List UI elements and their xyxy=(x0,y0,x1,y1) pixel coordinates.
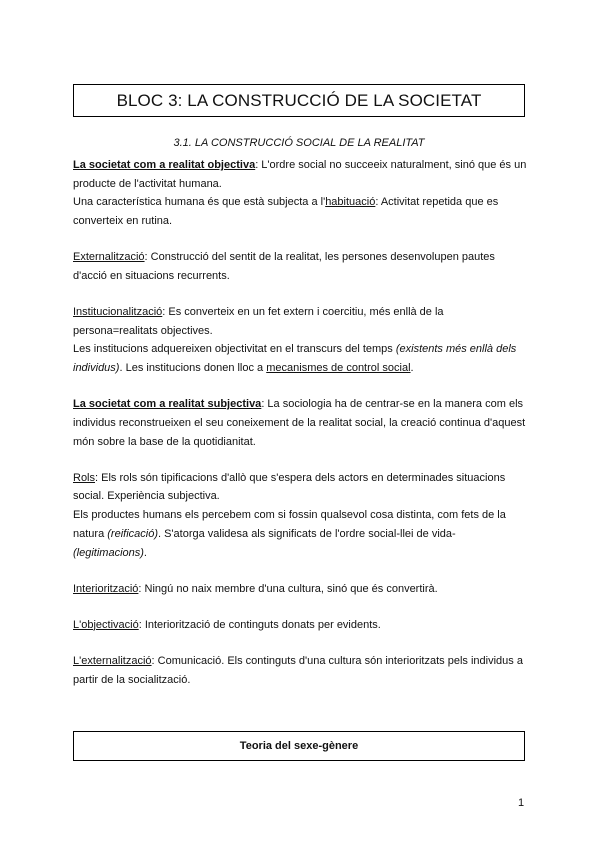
paragraph-human-products xyxy=(73,506,531,562)
section-heading: Teoria del sexe-gènere xyxy=(239,740,359,752)
text-roles: : Els rols són tipificacions d'allò que s'espera dels actors en determinades situacions social. Experiència subjectiva. xyxy=(73,471,506,503)
paragraph-institutionalization xyxy=(73,303,531,340)
text-legitimations: (legitimacions) xyxy=(73,546,144,559)
text-objective-reality: : L'ordre social no succeeix naturalment, sinó que és un producte de l'activitat humana. xyxy=(73,159,527,190)
text-products-post: . xyxy=(143,546,147,559)
text-objectivation: : Interiorització de continguts donats per evidents. xyxy=(138,618,381,631)
text-institutions-mid: . Les institucions donen lloc a xyxy=(119,362,267,375)
page-number: 1 xyxy=(518,797,525,809)
text-reification: (reificació) xyxy=(107,527,158,540)
paragraph-subjective-reality xyxy=(73,395,531,451)
term-externalization-communication: L'externalització xyxy=(73,654,152,667)
term-objectivation: L'objectivació xyxy=(73,618,139,631)
text-products-mid: . S'atorga validesa als significats de l'ordre social-llei de vida- xyxy=(157,527,456,540)
text-institutions-post: . xyxy=(410,362,414,375)
term-internalization: Interiorització xyxy=(73,582,139,595)
text-institutions-italic: (existents més enllà dels individus) xyxy=(73,343,517,375)
paragraph-roles xyxy=(73,469,531,506)
term-institutionalization: Institucionalització xyxy=(73,306,163,318)
term-objective-reality: La societat com a realitat objectiva xyxy=(73,159,256,171)
section-subtitle: 3.1. LA CONSTRUCCIÓ SOCIAL DE LA REALITAT xyxy=(173,137,425,149)
text-institutions-pre: Les institucions adquereixen objectivitat en el transcurs del temps xyxy=(73,343,396,356)
text-internalization: : Ningú no naix membre d'una cultura, sinó que és convertirà. xyxy=(138,582,438,595)
text-habituation-pre: Una característica humana és que està subjecta a l' xyxy=(73,196,326,209)
term-externalization: Externalització xyxy=(73,251,145,264)
section-heading-box xyxy=(73,731,525,761)
term-roles: Rols xyxy=(73,471,96,484)
text-products-pre: Els productes humans els percebem com si fossin qualsevol cosa distinta, com fets de la natura xyxy=(73,509,506,540)
paragraph-objectivation xyxy=(73,616,531,635)
paragraph-externalization xyxy=(73,248,531,285)
term-habituation: habituació xyxy=(325,196,376,209)
term-social-control: mecanismes de control social xyxy=(266,362,411,375)
paragraph-objective-reality xyxy=(73,156,531,193)
paragraph-internalization xyxy=(73,580,531,599)
paragraph-habituation xyxy=(73,193,531,230)
paragraph-externalization-communication xyxy=(73,652,531,689)
text-subjective-reality: : La sociologia ha de centrar-se en la manera com els individus reconstrueixen el seu coneixement de la realitat social, la creació continua d'aquest món sobre la base de la quotidianitat. xyxy=(73,398,526,448)
document-body xyxy=(73,156,531,689)
page-title-text: BLOC 3: LA CONSTRUCCIÓ DE LA SOCIETAT xyxy=(116,90,482,110)
page-title xyxy=(73,84,525,117)
text-habituation-post: : Activitat repetida que es converteix en rutina. xyxy=(73,196,499,228)
term-subjective-reality: La societat com a realitat subjectiva xyxy=(73,398,262,411)
text-institutionalization: : Es converteix en un fet extern i coercitiu, més enllà de la persona=realitats objectives. xyxy=(73,306,444,337)
text-externalization-communication: : Comunicació. Els continguts d'una cultura són interioritzats pels individus a partir de la socialització. xyxy=(73,654,523,686)
text-externalization: : Construcció del sentit de la realitat, les persones desenvolupen pautes d'acció en situacions recurrents. xyxy=(73,251,495,282)
paragraph-institutions xyxy=(73,340,531,377)
